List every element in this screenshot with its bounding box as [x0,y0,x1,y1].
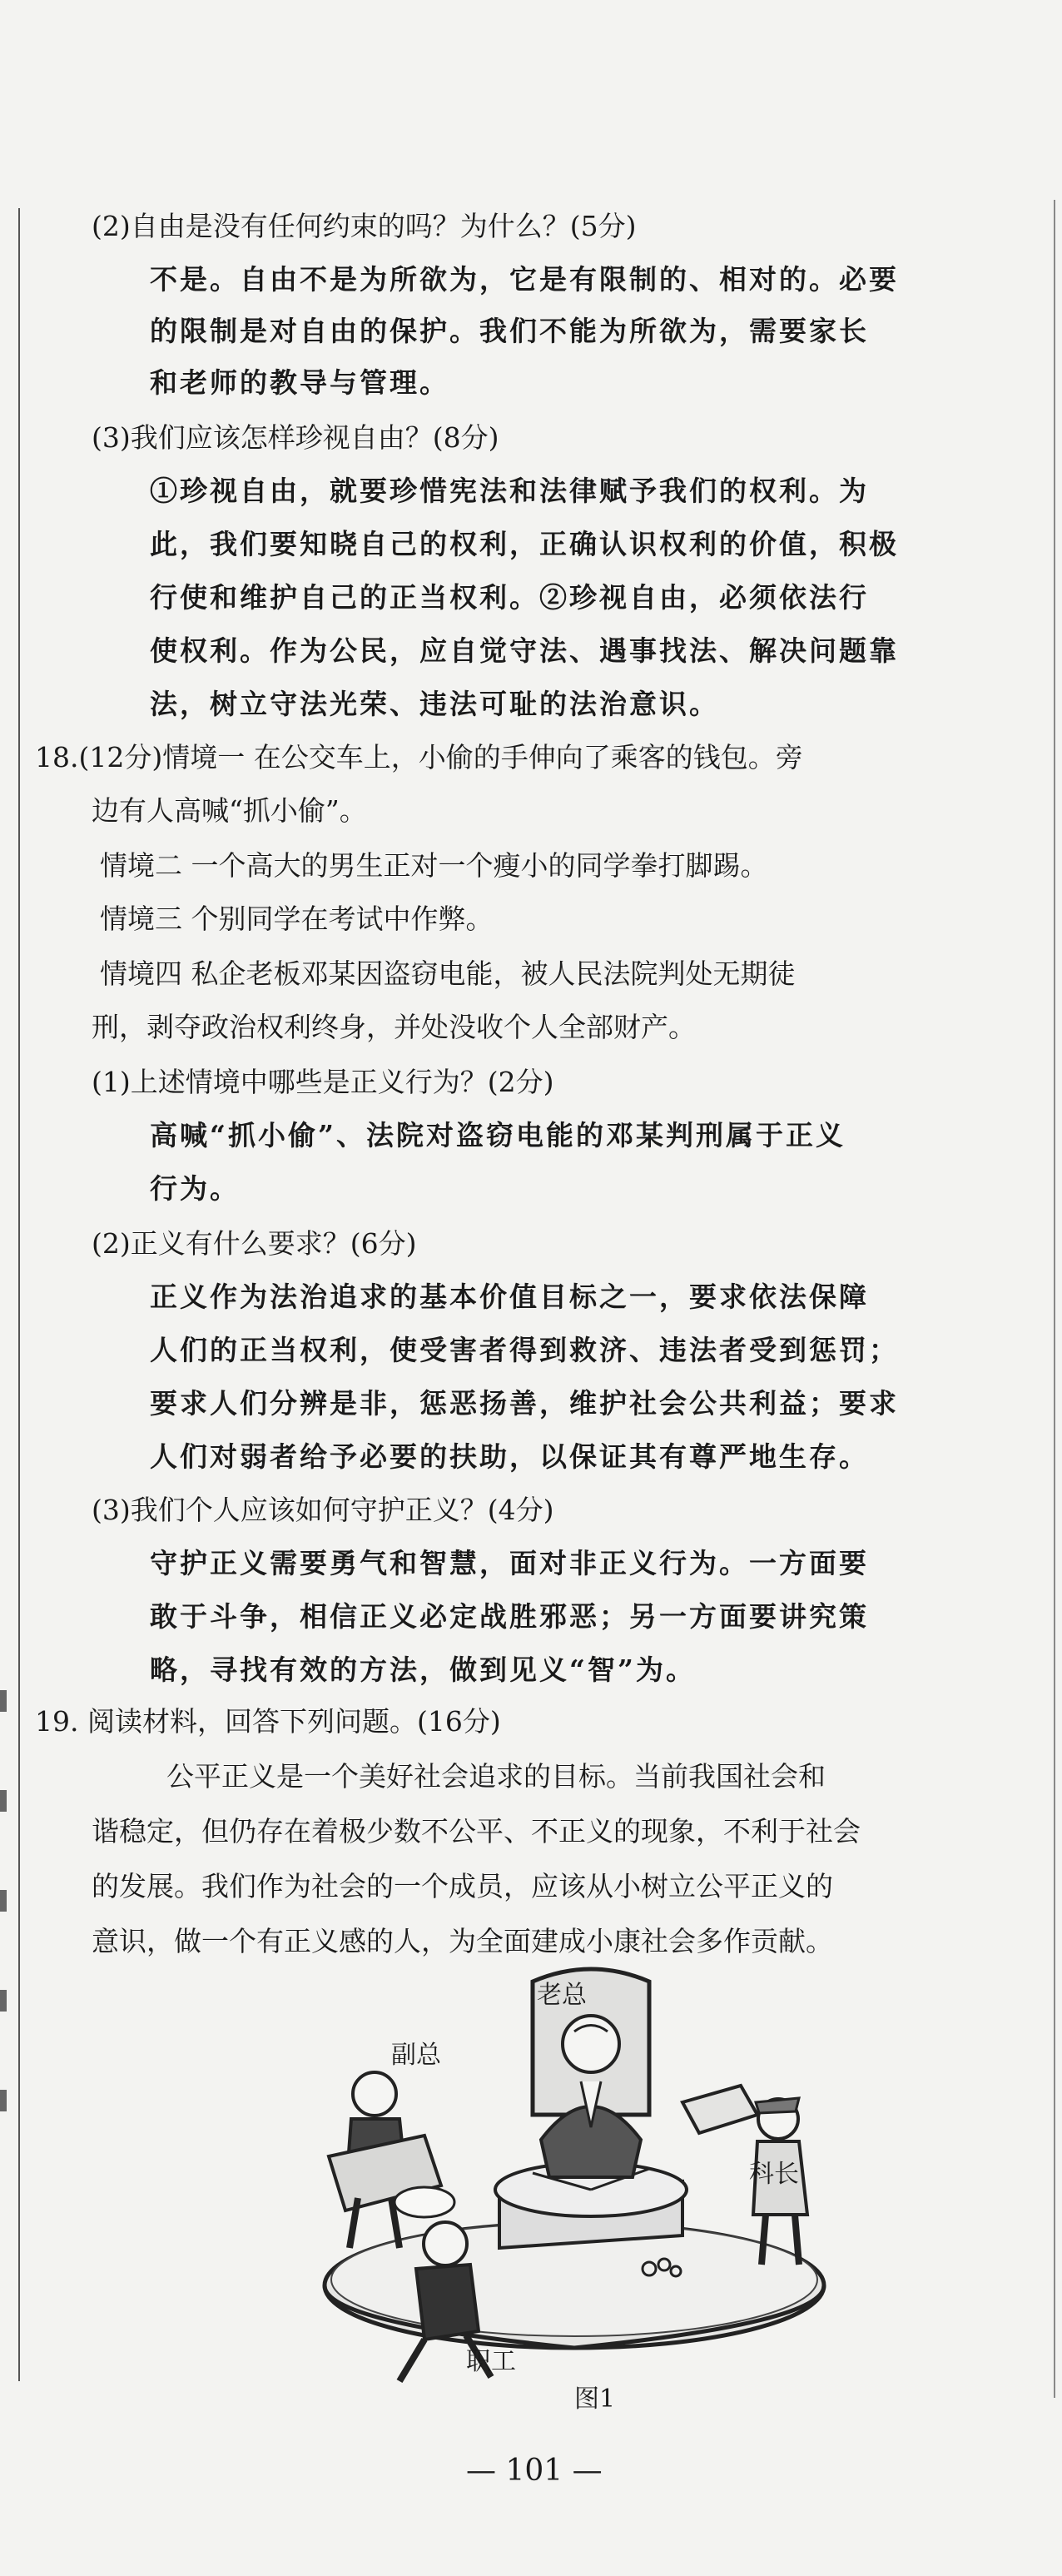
q18-sub3-answer-line: 守护正义需要勇气和智慧，面对非正义行为。一方面要 [150,1547,869,1579]
binding-mark [0,1890,7,1912]
binding-mark [0,1990,7,2012]
q18-sub2-answer-line: 人们对弱者给予必要的扶助，以保证其有尊严地生存。 [150,1440,869,1473]
q3-question: (3)我们应该怎样珍视自由？(8分) [92,421,499,454]
q19-material-line: 的发展。我们作为社会的一个成员，应该从小树立公平正义的 [92,1870,833,1902]
q18-sub1-answer-line: 高喊“抓小偷”、法院对盗窃电能的邓某判刑属于正义 [150,1119,846,1151]
q18-sub2-answer-line: 要求人们分辨是非，惩恶扬善，维护社会公共利益；要求 [150,1387,899,1420]
q2-answer-line: 不是。自由不是为所欲为，它是有限制的、相对的。必要 [150,263,899,296]
label-boss: 老总 [537,1981,587,2010]
q19-heading: 19. 阅读材料，回答下列问题。(16分) [35,1705,501,1738]
q18-sub3-answer-line: 略，寻找有效的方法，做到见义“智”为。 [150,1654,696,1686]
q18-sub3-answer-line: 敢于斗争，相信正义必定战胜邪恶；另一方面要讲究策 [150,1600,869,1633]
q18-scenario-3: 情境三 个别同学在考试中作弊。 [100,903,494,935]
q2-answer-line: 和老师的教导与管理。 [150,366,449,399]
q3-answer-line: 法，树立守法光荣、违法可耻的法治意识。 [150,688,719,720]
q18-scenario-4-cont: 刑，剥夺政治权利终身，并处没收个人全部财产。 [92,1011,696,1043]
q3-answer-line: 行使和维护自己的正当权利。②珍视自由，必须依法行 [150,581,869,614]
q19-material-line: 公平正义是一个美好社会追求的目标。当前我国社会和 [166,1760,826,1793]
q18-intro: 18.(12分)情境一 在公交车上，小偷的手伸向了乘客的钱包。旁 [35,741,803,773]
q18-sub3-question: (3)我们个人应该如何守护正义？(4分) [92,1494,554,1526]
cartoon-figure [300,1948,866,2398]
q18-sub1-answer-line: 行为。 [150,1172,240,1205]
q18-intro-cont: 边有人高喊“抓小偷”。 [92,794,367,827]
figure-caption: 图1 [574,2385,616,2414]
q18-scenario-4: 情境四 私企老板邓某因盗窃电能，被人民法院判处无期徒 [100,957,796,990]
q18-sub1-question: (1)上述情境中哪些是正义行为？(2分) [92,1066,554,1098]
binding-mark [0,1790,7,1812]
label-section-chief: 科长 [749,2160,799,2189]
binding-mark [0,1690,7,1712]
q19-material-line: 意识，做一个有正义感的人，为全面建成小康社会多作贡献。 [92,1925,833,1957]
left-margin-line [18,208,20,2381]
label-worker: 职工 [466,2347,516,2376]
q18-sub2-answer-line: 人们的正当权利，使受害者得到救济、违法者受到惩罚； [150,1334,899,1366]
binding-mark [0,2090,7,2111]
right-margin-line [1054,200,1055,2398]
q3-answer-line: 使权利。作为公民，应自觉守法、遇事找法、解决问题靠 [150,634,899,667]
q18-sub2-answer-line: 正义作为法治追求的基本价值目标之一，要求依法保障 [150,1281,869,1313]
q3-answer-line: ①珍视自由，就要珍惜宪法和法律赋予我们的权利。为 [150,475,869,507]
q2-question: (2)自由是没有任何约束的吗？为什么？(5分) [92,210,637,242]
q2-answer-line: 的限制是对自由的保护。我们不能为所欲为，需要家长 [150,315,869,347]
q19-material-line: 谐稳定，但仍存在着极少数不公平、不正义的现象，不利于社会 [92,1815,861,1847]
q18-scenario-2: 情境二 一个高大的男生正对一个瘦小的同学拳打脚踢。 [100,849,768,882]
q18-sub2-question: (2)正义有什么要求？(6分) [92,1227,417,1260]
q3-answer-line: 此，我们要知晓自己的权利，正确认识权利的价值，积极 [150,528,899,560]
label-vice-president: 副总 [391,2041,441,2070]
page-number: — 101 — [466,2454,603,2488]
